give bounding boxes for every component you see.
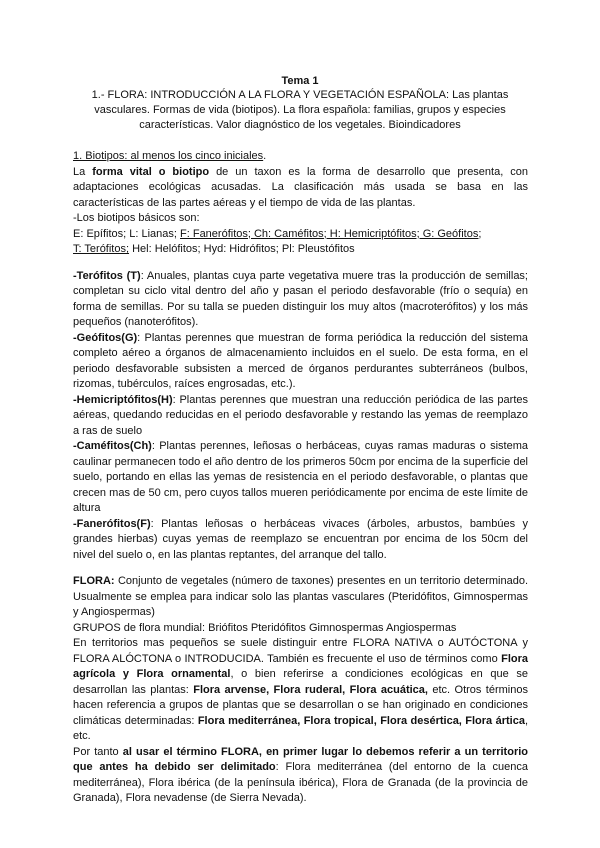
flora-groups: GRUPOS de flora mundial: Briófitos Pteridófitos Gimnospermas Angiospermas xyxy=(73,621,457,634)
biotype-fanerofitos: -Fanerófitos(F): Plantas leñosas o herbáceas vivaces (árboles, arbustos, bambúes y grandes hierbas) cuyas yemas de reemplazo se encuentran por encima de los 50cm del nivel del suelo o, en las plantas reptantes, del arranque del tallo. xyxy=(73,517,528,561)
biotype-terofitos: -Terófitos (T): Anuales, plantas cuya parte vegetativa muere tras la producción de semillas; completan su ciclo vital dentro del año y pasan el periodo desfavorable (frío o sequía) en forma de semillas. Por su talla se pueden distinguir los muy altos (macroterófitos) y los más pequeños (nanoterófitos). xyxy=(73,269,528,328)
biotype-geofitos: -Geófitos(G): Plantas perennes que muestran de forma periódica la reducción del sistema completo aéreo a órganos de almacenamiento incluidos en el suelo. De esta forma, en el periodo desfavorable subsisten a merced de órganos perdurantes subterráneos (bulbos, rizomas, tubérculos, raíces engrosadas, etc.). xyxy=(73,331,528,390)
section-heading: 1. Biotipos: al menos los cinco iniciales. xyxy=(73,150,267,162)
document-body xyxy=(73,149,528,807)
biotype-list-line-2: T: Terófitos; Hel: Helófitos; Hyd: Hidrófitos; Pl: Pleustófitos xyxy=(73,243,355,255)
biotype-camefitos: -Caméfitos(Ch): Plantas perennes, leñosas o herbáceas, cuyas ramas maduras o sistema caulinar permanecen todo el año dentro de los primeros 50cm por encima de la superficie del suelo, portando en ellas las yemas de resistencia en el periodo desfavorable, o plantas que crecen mas de 50 cm, pero cuyos tallos mueren periódicamente por encima de este límite de altura xyxy=(73,440,528,514)
biotype-hemicriptofitos: -Hemicriptófitos(H): Plantas perennes que muestran una reducción periódica de las partes aéreas, quedando reducidas en el periodo desfavorable y restando las yemas de reemplazo a ras de suelo xyxy=(73,393,528,437)
flora-types-paragraph: En territorios mas pequeños se suele distinguir entre FLORA NATIVA o AUTÓCTONA y FLORA ALÓCTONA o INTRODUCIDA. También es frecuente el uso de términos como Flora agrícola y Flora ornamental, o bien referirse a condiciones ecológicas en que se desarrollan las plantas: Flora arvense, Flora ruderal, Flora acuática, etc. Otros términos hacen referencia a grupos de plantas que se desarrollan o se han originado en condiciones climáticas determinadas: Flora mediterránea, Flora tropical, Flora desértica, Flora ártica, etc. xyxy=(73,637,528,742)
page-subtitle: 1.- FLORA: INTRODUCCIÓN A LA FLORA Y VEGETACIÓN ESPAÑOLA: Las plantas vasculares. Formas de vida (biotipos). La flora española: familias, grupos y especies características. Valor diagnóstico de los vegetales. Bioindicadores xyxy=(91,89,509,131)
flora-territory-paragraph: Por tanto al usar el término FLORA, en primer lugar lo debemos referir a un territorio que antes ha debido ser delimitado: Flora mediterránea (del entorno de la cuenca mediterránea), Flora ibérica (de la península ibérica), Flora de Granada (de la provincia de Granada), Flora nevadense (de Sierra Nevada). xyxy=(73,745,528,804)
section-heading-text: 1. Biotipos: al menos los cinco iniciales xyxy=(73,150,264,162)
biotype-definition-paragraph: La forma vital o biotipo de un taxon es la forma de desarrollo que presenta, con adaptaciones ecológicas acusadas. La clasificación más usada se basa en las características de las partes aéreas y el tiempo de vida de las plantas. xyxy=(73,165,528,209)
page-title: Tema 1 xyxy=(281,75,319,87)
biotype-list-line-1: E: Epífitos; L: Lianas; F: Fanerófitos; Ch: Caméfitos; H: Hemicriptófitos; G: Geófitos; xyxy=(73,227,482,240)
flora-definition: FLORA: Conjunto de vegetales (número de taxones) presentes en un territorio determinado. Usualmente se emplea para indicar solo las plantas vasculares (Pteridófitos, Gimnospermas y Angiospermas) xyxy=(73,575,528,618)
biotype-list-intro: -Los biotipos básicos son: xyxy=(73,212,200,224)
biotype-term: forma vital o biotipo xyxy=(92,165,210,178)
